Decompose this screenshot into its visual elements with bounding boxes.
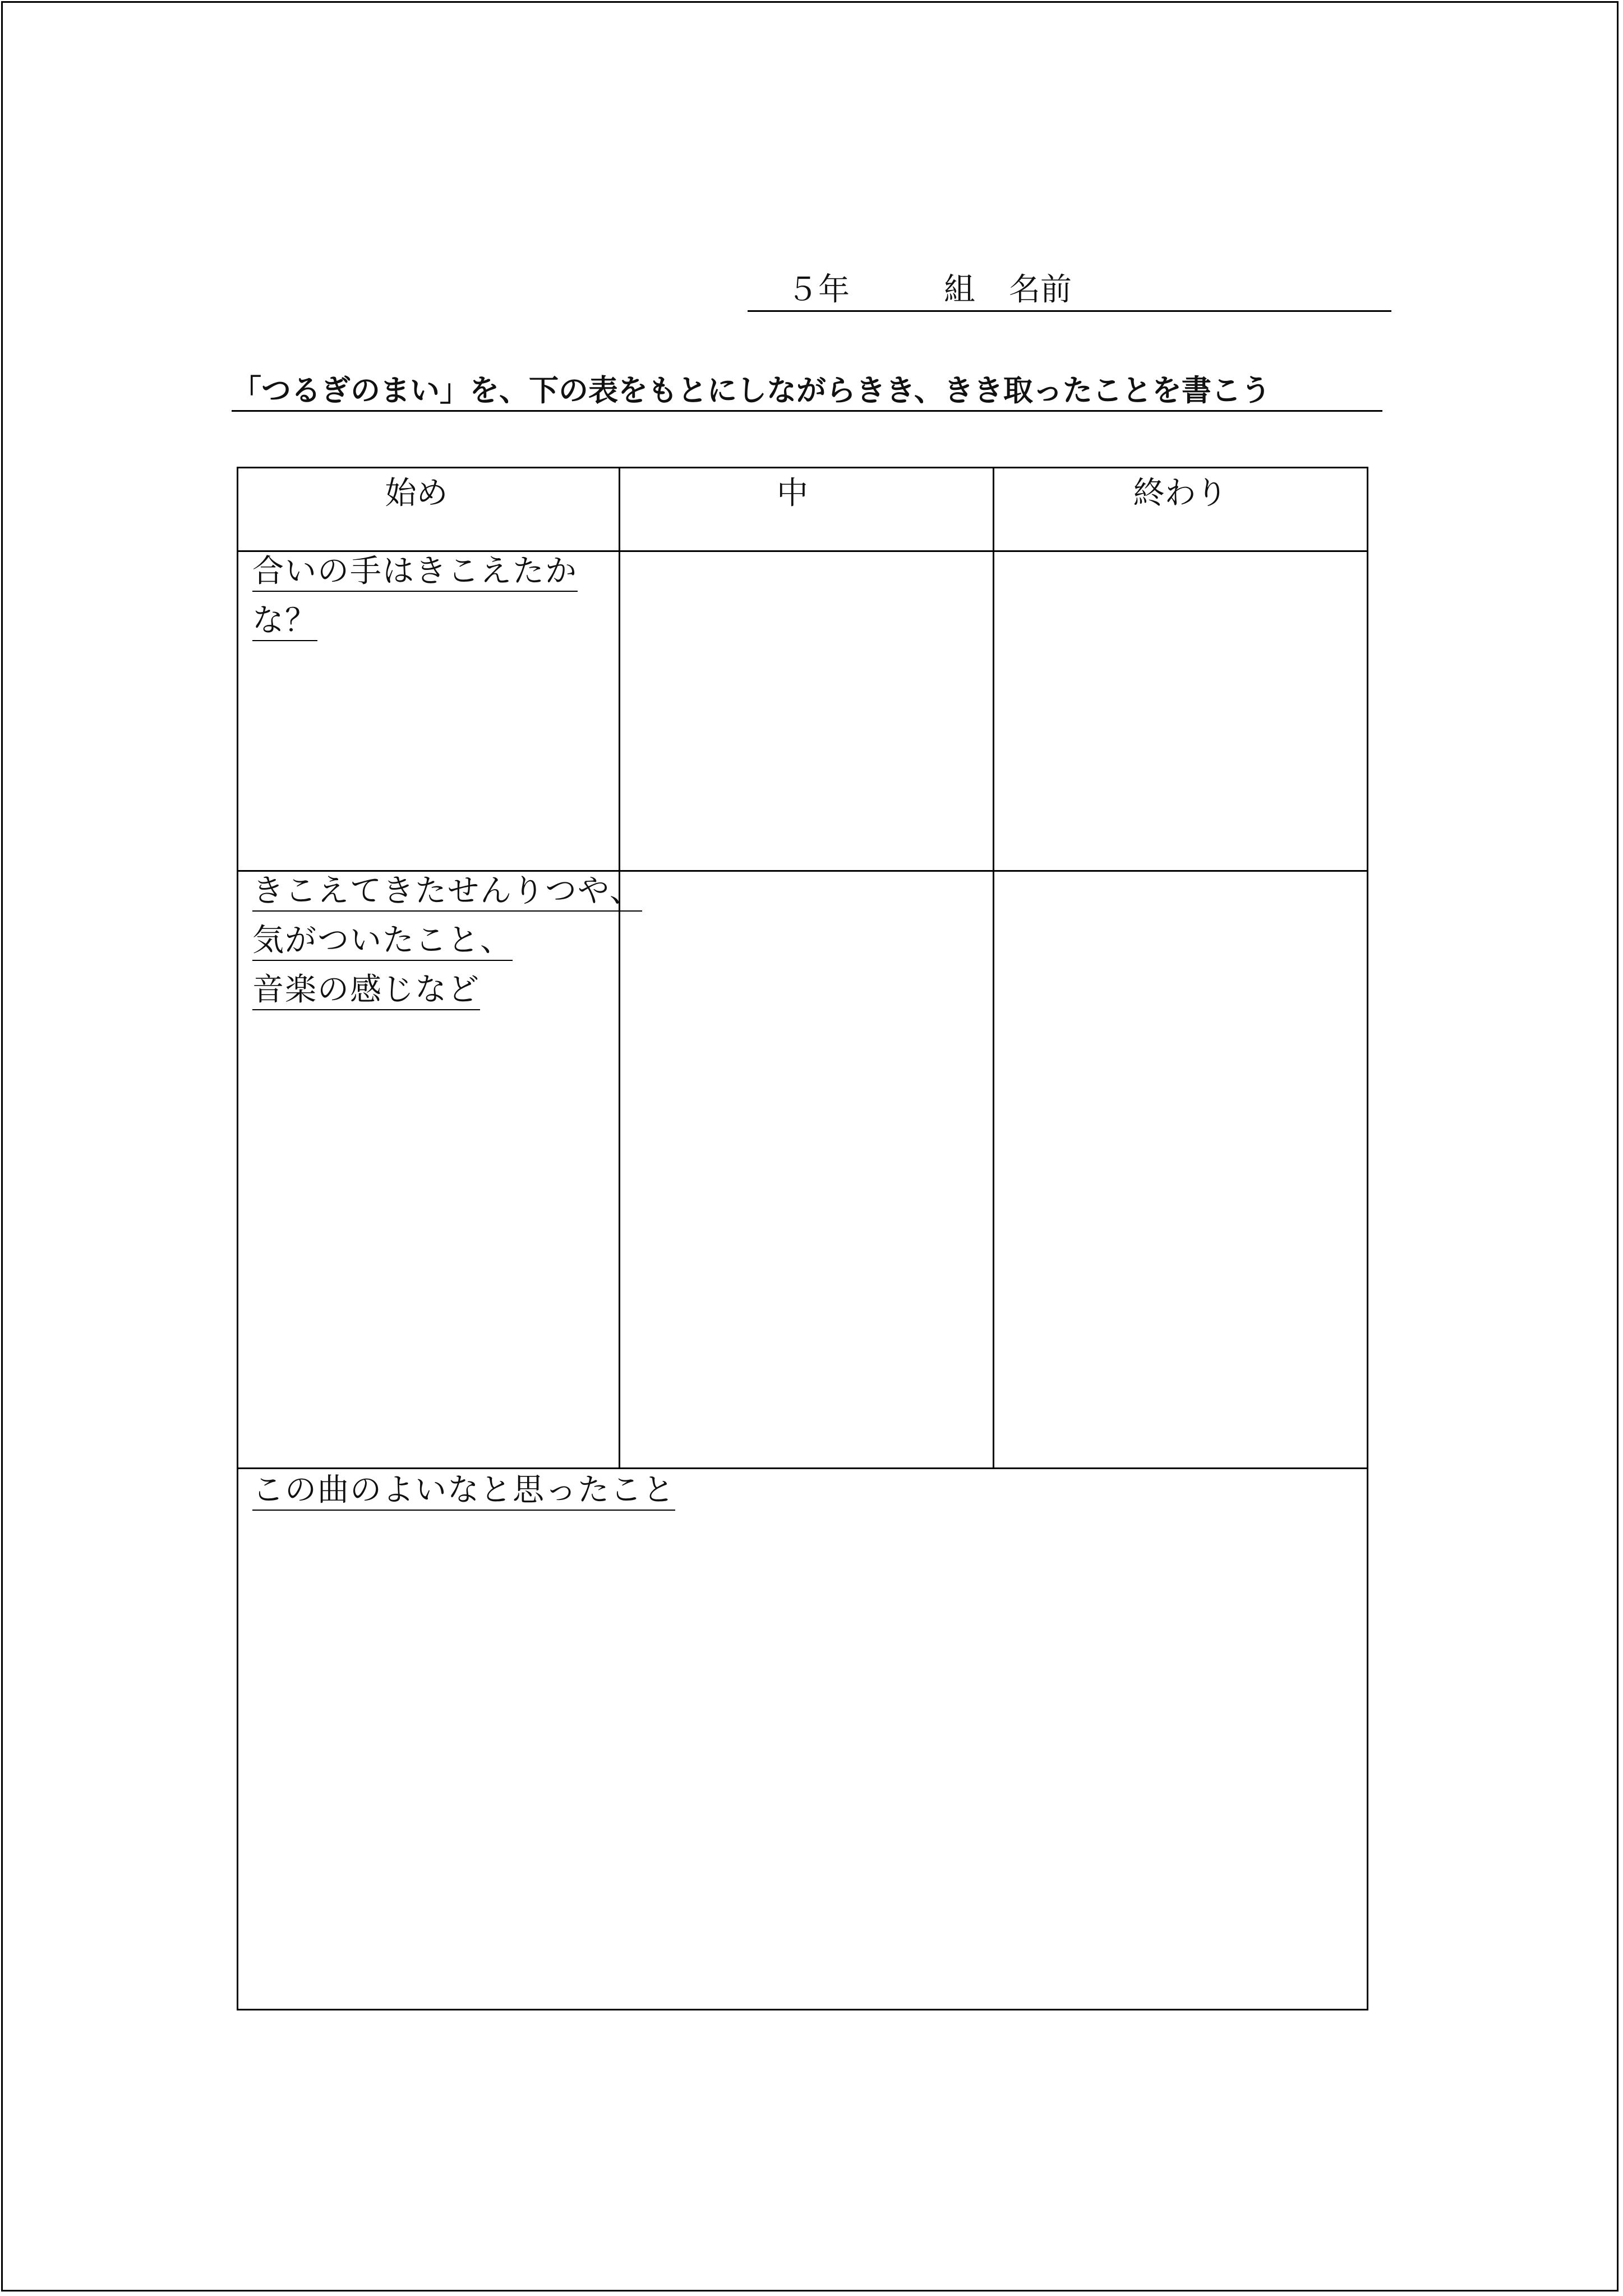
worksheet-title: 「つるぎのまい」を、下の表をもとにしながらきき、きき取ったことを書こう	[232, 370, 1382, 412]
prompt-line: 合いの手はきこえたか	[252, 553, 578, 592]
prompt-favorite-part	[252, 1466, 675, 1515]
answer-cell-middle-row2[interactable]	[620, 872, 993, 1467]
prompt-line: な？	[252, 602, 317, 641]
column-header-middle: 中	[777, 475, 808, 512]
name-label: 名前	[1009, 272, 1072, 308]
prompt-line: 音楽の感じなど	[252, 972, 480, 1010]
prompt-call-and-response	[252, 547, 578, 646]
prompt-line: この曲のよいなと思ったこと	[252, 1472, 675, 1511]
answer-cell-end-row1[interactable]	[994, 552, 1367, 870]
prompt-line: きこえてきたせんりつや、	[252, 873, 642, 912]
answer-cell-end-row2[interactable]	[994, 872, 1367, 1467]
answer-cell-favorite[interactable]	[238, 1469, 1367, 2009]
prompt-melody-notes	[252, 867, 642, 1015]
prompt-line: 気がついたこと、	[252, 922, 513, 961]
column-header-beginning: 始め	[385, 475, 448, 512]
name-line[interactable]	[748, 268, 1391, 312]
column-header-end: 終わり	[1133, 475, 1228, 512]
grade-label: ５年	[787, 272, 850, 308]
listening-table	[237, 467, 1368, 2010]
class-label: 組	[944, 272, 975, 308]
answer-cell-middle-row1[interactable]	[620, 552, 993, 870]
